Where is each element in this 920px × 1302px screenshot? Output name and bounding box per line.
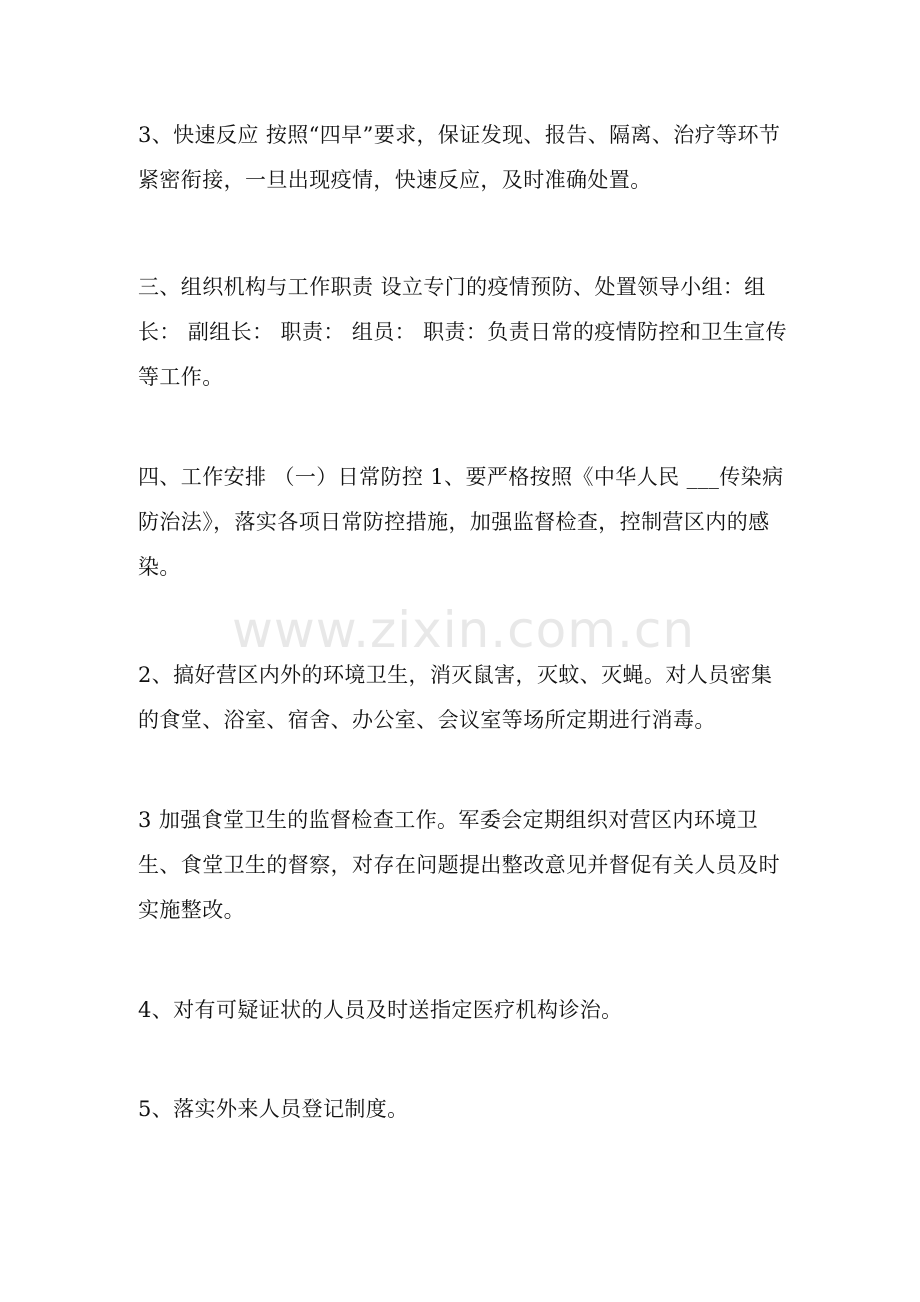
paragraph-canteen-inspection: 3 加强食堂卫生的监督检查工作。军委会定期组织对营区内环境卫生、食堂卫生的督察，对存在问题提出整改意见并督促有关人员及时实施整改。 (138, 808, 780, 922)
watermark: www.zixin.com.cn (232, 601, 696, 659)
paragraph-work-arrangement: 四、工作安排 （一）日常防控 1、要严格按照《中华人民 ___传染病防治法》，落实各项日常防控措施，加强监督检查，控制营区内的感染。 (138, 465, 784, 579)
paragraph-environment-hygiene: 2、搞好营区内外的环境卫生，消灭鼠害，灭蚊、灭蝇。对人员密集的食堂、浴室、宿舍、办公室、会议室等场所定期进行消毒。 (138, 663, 773, 732)
paragraph-visitor-registration: 5、落实外来人员登记制度。 (138, 1097, 409, 1121)
paragraph-organization: 三、组织机构与工作职责 设立专门的疫情预防、处置领导小组：组长： 副组长： 职责： 组员： 职责：负责日常的疫情防控和卫生宣传等工作。 (138, 275, 787, 389)
paragraph-suspected-symptoms: 4、对有可疑证状的人员及时送指定医疗机构诊治。 (138, 998, 623, 1022)
paragraph-rapid-response: 3、快速反应 按照“四早”要求，保证发现、报告、隔离、治疗等环节紧密衔接，一旦出现疫情，快速反应，及时准确处置。 (138, 123, 781, 192)
